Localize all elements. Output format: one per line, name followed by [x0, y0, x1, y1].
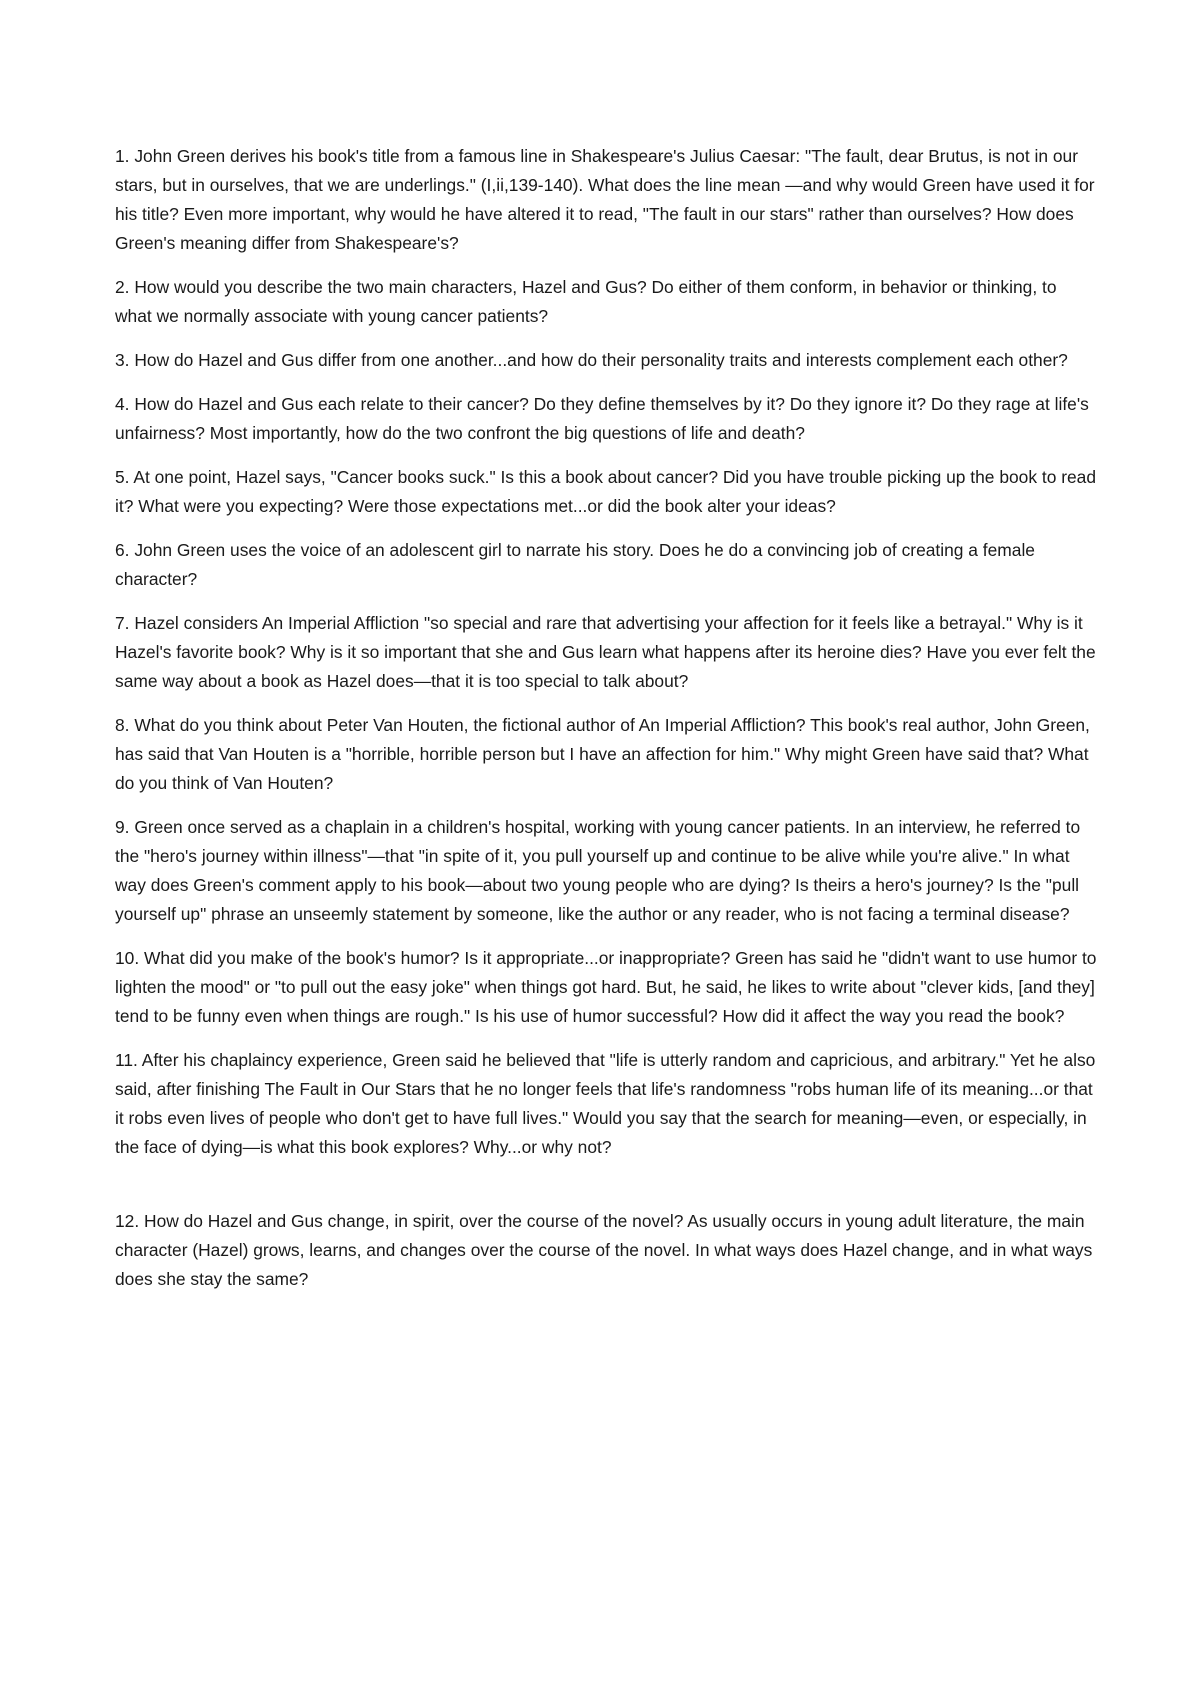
- question-list: [115, 142, 1097, 1309]
- question-12: 12. How do Hazel and Gus change, in spirit, over the course of the novel? As usually occurs in young adult literature, the main character (Hazel) grows, learns, and changes over the course of the novel. In what ways does Hazel change, and in what ways does she stay the same?: [115, 1211, 1093, 1289]
- question-6: 6. John Green uses the voice of an adolescent girl to narrate his story. Does he do a convincing job of creating a female character?: [115, 540, 1035, 589]
- question-11: 11. After his chaplaincy experience, Green said he believed that "life is utterly random and capricious, and arbitrary." Yet he also said, after finishing The Fault in Our Stars that he no longer feels that life's randomness "robs human life of its meaning...or that it robs even lives of people who don't get to have full lives." Would you say that the search for meaning—even, or especially, in the face of dying—is what this book explores? Why...or why not?: [115, 1050, 1096, 1157]
- question-5: 5. At one point, Hazel says, "Cancer books suck." Is this a book about cancer? Did you have trouble picking up the book to read it? What were you expecting? Were those expectations met...or did the book alter your ideas?: [115, 467, 1096, 516]
- question-4: 4. How do Hazel and Gus each relate to their cancer? Do they define themselves by it? Do they ignore it? Do they rage at life's unfairness? Most importantly, how do the two confront the big questions of life and death?: [115, 394, 1089, 443]
- question-8: 8. What do you think about Peter Van Houten, the fictional author of An Imperial Affliction? This book's real author, John Green, has said that Van Houten is a "horrible, horrible person but I have an affection for him." Why might Green have said that? What do you think of Van Houten?: [115, 715, 1090, 793]
- question-2: 2. How would you describe the two main characters, Hazel and Gus? Do either of them conform, in behavior or thinking, to what we normally associate with young cancer patients?: [115, 277, 1057, 326]
- question-1: 1. John Green derives his book's title from a famous line in Shakespeare's Julius Caesar: "The fault, dear Brutus, is not in our stars, but in ourselves, that we are underlings." (I,ii,139-140). What does the line mean —and why would Green have used it for his title? Even more important, why would he have altered it to read, "The fault in our stars" rather than ourselves? How does Green's meaning differ from Shakespeare's?: [115, 146, 1095, 253]
- question-9: 9. Green once served as a chaplain in a children's hospital, working with young cancer patients. In an interview, he referred to the "hero's journey within illness"—that "in spite of it, you pull yourself up and continue to be alive while you're alive." In what way does Green's comment apply to his book—about two young people who are dying? Is theirs a hero's journey? Is the "pull yourself up" phrase an unseemly statement by someone, like the author or any reader, who is not facing a terminal disease?: [115, 817, 1081, 924]
- question-3: 3. How do Hazel and Gus differ from one another...and how do their personality traits and interests complement each other?: [115, 350, 1068, 370]
- question-7: 7. Hazel considers An Imperial Affliction "so special and rare that advertising your affection for it feels like a betrayal." Why is it Hazel's favorite book? Why is it so important that she and Gus learn what happens after its heroine dies? Have you ever felt the same way about a book as Hazel does—that it is too special to talk about?: [115, 613, 1096, 691]
- question-10: 10. What did you make of the book's humor? Is it appropriate...or inappropriate? Green has said he "didn't want to use humor to lighten the mood" or "to pull out the easy joke" when things got hard. But, he said, he likes to write about "clever kids, [and they] tend to be funny even when things are rough." Is his use of humor successful? How did it affect the way you read the book?: [115, 948, 1097, 1026]
